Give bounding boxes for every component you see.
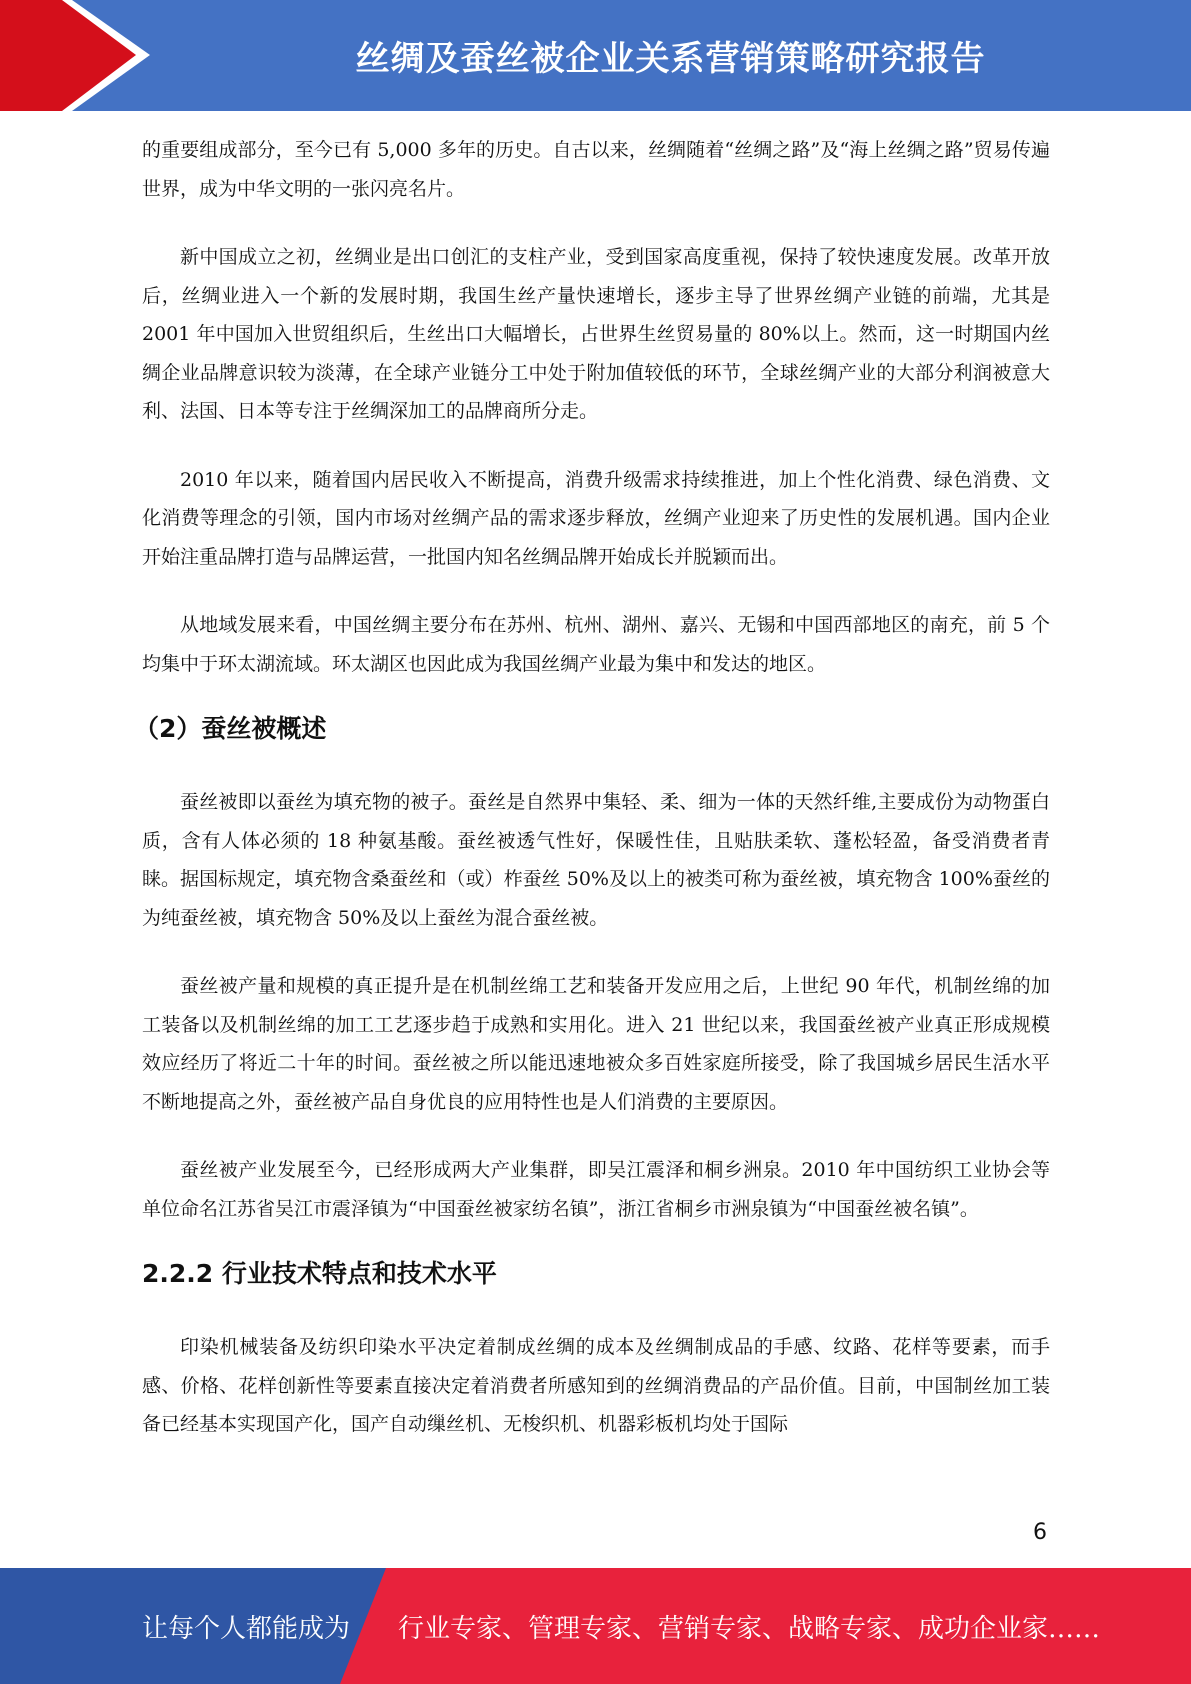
footer-slogan-left: 让每个人都能成为 — [142, 1613, 351, 1644]
page-number: 6 — [1033, 1520, 1047, 1545]
footer-slogan-right: 行业专家、管理专家、营销专家、战略专家、成功企业家…… — [398, 1613, 1101, 1644]
paragraph-1: 的重要组成部分，至今已有 5,000 多年的历史。自古以来，丝绸随着“丝绸之路”及“海上丝绸之路”贸易传遍世界，成为中华文明的一张闪亮名片。 — [142, 139, 1050, 200]
section-heading-silk-quilt: （2）蚕丝被概述 — [134, 714, 327, 743]
paragraph-7: 蚕丝被产业发展至今，已经形成两大产业集群，即吴江震泽和桐乡洲泉。2010 年中国纺织工业协会等单位命名江苏省吴江市震泽镇为“中国蚕丝被家纺名镇”，浙江省桐乡市洲泉镇为“中国蚕丝被名镇”。 — [142, 1159, 1050, 1220]
paragraph-2: 新中国成立之初，丝绸业是出口创汇的支柱产业，受到国家高度重视，保持了较快速度发展。改革开放后，丝绸业进入一个新的发展时期，我国生丝产量快速增长，逐步主导了世界丝绸产业链的前端，尤其是 2001 年中国加入世贸组织后，生丝出口大幅增长，占世界生丝贸易量的 80%以上。然而，这一时期国内丝绸企业品牌意识较为淡薄，在全球产业链分工中处于附加值较低的环节，全球丝绸产业的大部分利润被意大利、法国、日本等专注于丝绸深加工的品牌商所分走。 — [142, 246, 1050, 422]
paragraph-6: 蚕丝被产量和规模的真正提升是在机制丝绵工艺和装备开发应用之后，上世纪 90 年代，机制丝绵的加工装备以及机制丝绵的加工工艺逐步趋于成熟和实用化。进入 21 世纪以来，我国蚕丝被产业真正形成规模效应经历了将近二十年的时间。蚕丝被之所以能迅速地被众多百姓家庭所接受，除了我国城乡居民生活水平不断地提高之外，蚕丝被产品自身优良的应用特性也是人们消费的主要原因。 — [142, 975, 1050, 1113]
paragraph-4: 从地域发展来看，中国丝绸主要分布在苏州、杭州、湖州、嘉兴、无锡和中国西部地区的南充，前 5 个均集中于环太湖流域。环太湖区也因此成为我国丝绸产业最为集中和发达的地区。 — [142, 614, 1050, 675]
header-arrow-icon — [0, 0, 140, 111]
paragraph-5: 蚕丝被即以蚕丝为填充物的被子。蚕丝是自然界中集轻、柔、细为一体的天然纤维,主要成份为动物蛋白质，含有人体必须的 18 种氨基酸。蚕丝被透气性好，保暖性佳，且贴肤柔软、蓬松轻盈，备受消费者青睐。据国标规定，填充物含桑蚕丝和（或）柞蚕丝 50%及以上的被类可称为蚕丝被，填充物含 100%蚕丝的为纯蚕丝被，填充物含 50%及以上蚕丝为混合蚕丝被。 — [142, 791, 1050, 929]
paragraph-8: 印染机械装备及纺织印染水平决定着制成丝绸的成本及丝绸制成品的手感、纹路、花样等要素，而手感、价格、花样创新性等要素直接决定着消费者所感知到的丝绸消费品的产品价值。目前，中国制丝加工装备已经基本实现国产化，国产自动缫丝机、无梭织机、机器彩板机均处于国际 — [142, 1336, 1050, 1435]
page-body — [134, 131, 1050, 1444]
section-heading-technology: 2.2.2 行业技术特点和技术水平 — [142, 1259, 497, 1288]
page-header — [0, 0, 1191, 111]
report-title: 丝绸及蚕丝被企业关系营销策略研究报告 — [355, 39, 986, 79]
paragraph-3: 2010 年以来，随着国内居民收入不断提高，消费升级需求持续推进，加上个性化消费、绿色消费、文化消费等理念的引领，国内市场对丝绸产品的需求逐步释放，丝绸产业迎来了历史性的发展机遇。国内企业开始注重品牌打造与品牌运营，一批国内知名丝绸品牌开始成长并脱颖而出。 — [142, 468, 1050, 568]
page-footer — [0, 1568, 1191, 1684]
